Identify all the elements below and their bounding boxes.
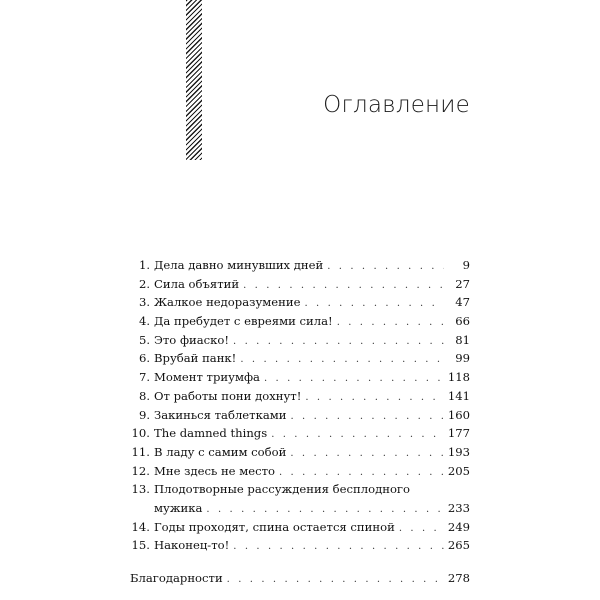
entry-title: Закинься таблетками: [154, 407, 287, 422]
entry-page: 99: [455, 351, 470, 366]
entry-number: 14.: [131, 519, 150, 534]
entry-number: 15.: [131, 538, 150, 553]
toc-entry: [130, 518, 470, 537]
entry-number: 9.: [138, 407, 150, 422]
toc-entry-acknowledgements: [130, 569, 470, 588]
toc-entry: [130, 536, 470, 555]
dot-leader: [290, 445, 444, 464]
entry-page: 249: [447, 519, 470, 534]
entry-page: 160: [447, 407, 470, 422]
toc-entry: [130, 462, 470, 481]
entry-number: 5.: [138, 332, 150, 347]
dot-leader: [227, 571, 444, 590]
entry-number: 3.: [138, 295, 150, 310]
dot-leader: [233, 538, 444, 557]
dot-leader: [337, 314, 444, 333]
entry-page: 9: [462, 258, 470, 272]
entry-number: 2.: [138, 276, 150, 291]
entry-title: Момент триумфа: [154, 370, 260, 385]
dot-leader: [291, 408, 444, 427]
entry-number: 7.: [138, 370, 150, 385]
entry-page: 27: [455, 276, 470, 291]
toc-entry: [130, 387, 470, 406]
dot-leader: [399, 520, 444, 539]
entry-title: Дела давно минувших дней: [154, 258, 324, 272]
entry-title-continuation: мужика: [154, 500, 203, 515]
entry-page: 141: [447, 388, 470, 403]
toc-entry: [130, 443, 470, 462]
entry-page: 265: [447, 538, 470, 553]
entry-page: 81: [455, 332, 470, 347]
entry-title: От работы пони дохнут!: [154, 388, 302, 403]
toc-entry: [130, 293, 470, 312]
page-title: Оглавление: [323, 92, 470, 118]
entry-page: 177: [447, 426, 470, 441]
entry-title: Плодотворные рассуждения бесплодного: [154, 482, 410, 497]
table-of-contents: [130, 256, 470, 588]
entry-number: 4.: [138, 314, 150, 329]
toc-entry: [130, 368, 470, 387]
toc-entry: [130, 480, 470, 499]
entry-page: 278: [447, 571, 470, 585]
toc-entry: [130, 331, 470, 350]
entry-number: 1.: [138, 258, 150, 272]
dot-leader: [233, 333, 444, 352]
dot-leader: [305, 389, 444, 408]
entry-number: 6.: [138, 351, 150, 366]
entry-title: Благодарности: [130, 571, 223, 585]
entry-title: Это фиаско!: [154, 332, 230, 347]
dot-leader: [271, 426, 444, 445]
toc-entry: [130, 275, 470, 294]
toc-spacer: [130, 555, 470, 569]
entry-title: The damned things: [154, 426, 268, 441]
entry-page: 118: [447, 370, 470, 385]
entry-title: Жалкое недоразумение: [154, 295, 301, 310]
entry-number: 12.: [131, 463, 150, 478]
entry-title: Да пребудет с евреями сила!: [154, 314, 333, 329]
entry-page: 193: [447, 444, 470, 459]
entry-number: 8.: [138, 388, 150, 403]
entry-page: 47: [455, 295, 470, 310]
toc-entry: [130, 256, 470, 275]
toc-entry: [130, 349, 470, 368]
entry-title: Врубай панк!: [154, 351, 237, 366]
entry-page: 205: [447, 463, 470, 478]
toc-entry: [130, 312, 470, 331]
entry-title: Мне здесь не место: [154, 463, 275, 478]
entry-page: 66: [455, 314, 470, 329]
dot-leader: [240, 351, 444, 370]
dot-leader: [327, 258, 444, 277]
entry-title: В ладу с самим собой: [154, 444, 287, 459]
entry-title: Наконец-то!: [154, 538, 230, 553]
entry-page: 233: [447, 500, 470, 515]
decorative-hatch-bar: [186, 0, 202, 160]
toc-entry: [130, 424, 470, 443]
entry-title: Годы проходят, спина остается спиной: [154, 519, 395, 534]
entry-number: 10.: [131, 426, 150, 441]
entry-number: 13.: [131, 482, 150, 497]
toc-entry-continuation: [130, 499, 470, 518]
toc-entry: [130, 406, 470, 425]
entry-title: Сила объятий: [154, 276, 240, 291]
entry-number: 11.: [131, 444, 150, 459]
